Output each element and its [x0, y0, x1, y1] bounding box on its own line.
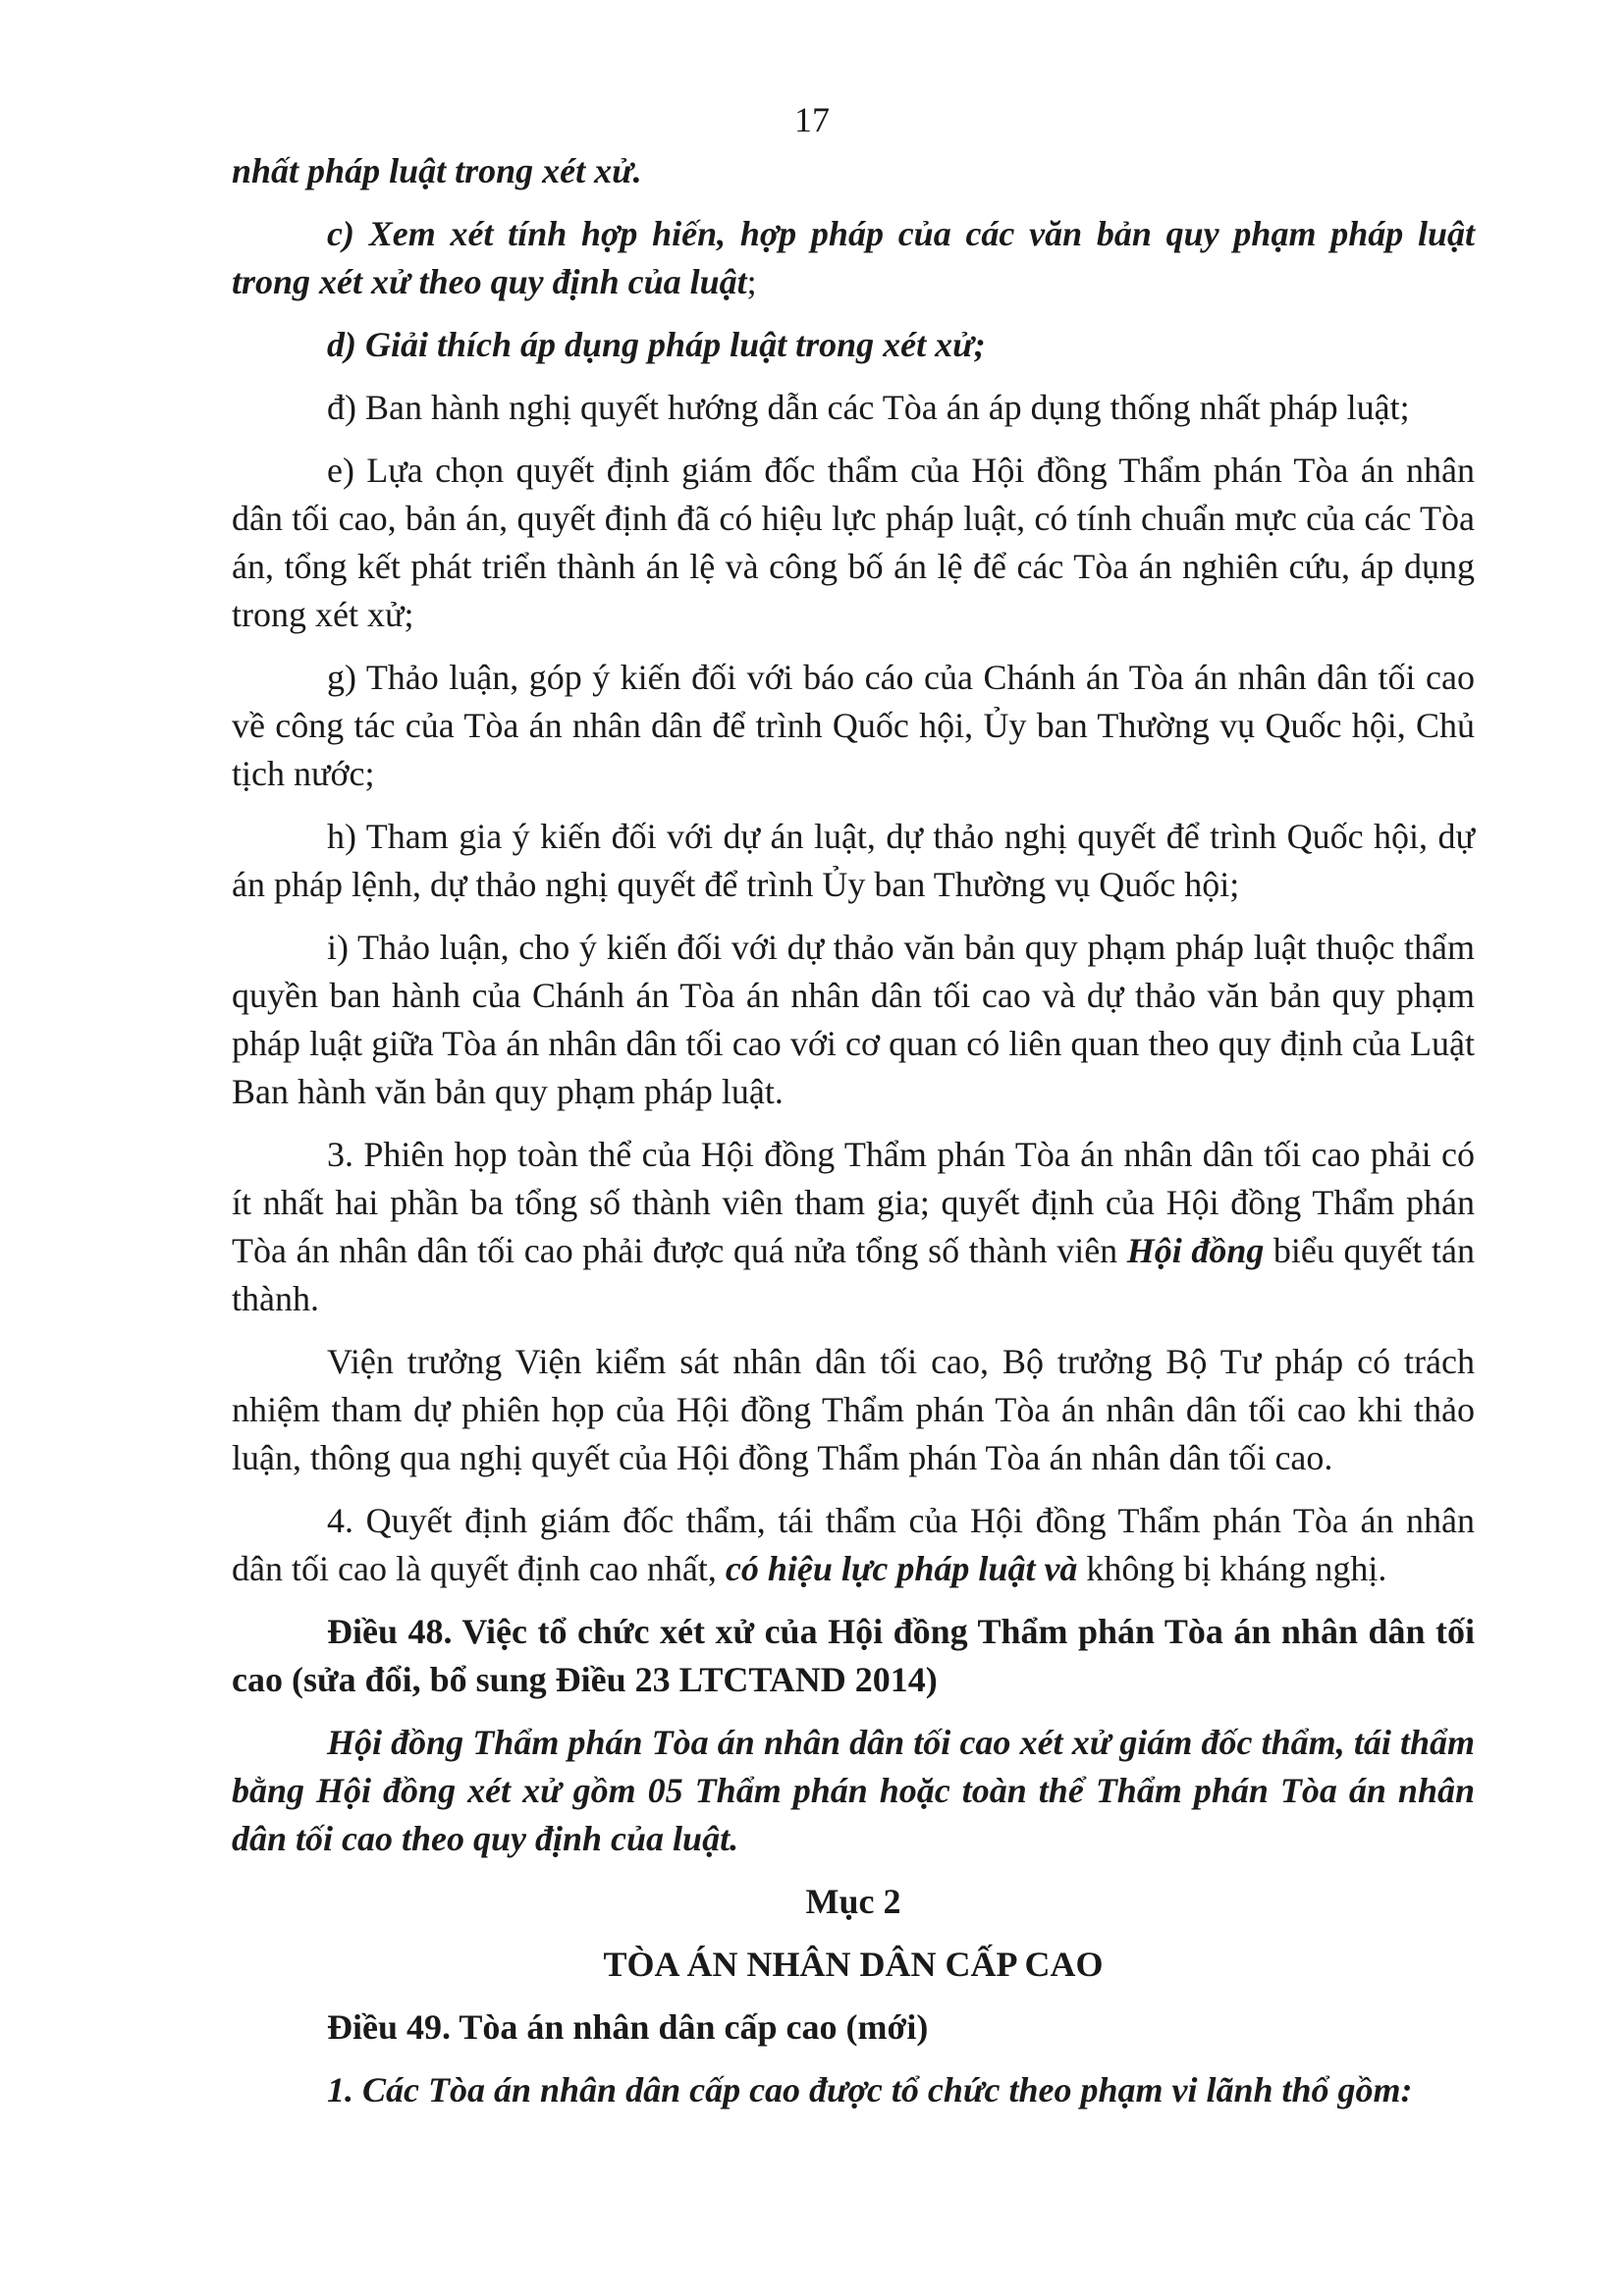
text-segment: đ) Ban hành nghị quyết hướng dẫn các Tòa án áp dụng thống nhất pháp luật; — [327, 388, 1410, 427]
article-48-body — [232, 1719, 1475, 1863]
document-body — [232, 147, 1475, 2129]
text-segment: d) Giải thích áp dụng pháp luật trong xét xử; — [327, 325, 986, 364]
text-segment: 1. Các Tòa án nhân dân cấp cao được tổ chức theo phạm vi lãnh thổ gồm: — [327, 2070, 1413, 2109]
paragraph-item-g — [232, 654, 1475, 798]
text-segment: không bị kháng nghị. — [1077, 1549, 1387, 1588]
article-49-heading — [232, 2003, 1475, 2052]
section-title — [232, 1941, 1475, 1989]
paragraph-clause-3-continued — [232, 1338, 1475, 1482]
text-segment: Điều 48. Việc tổ chức xét xử của Hội đồng Thẩm phán Tòa án nhân dân tối cao (sửa đổi, bổ sung Điều 23 LTCTAND 2014) — [232, 1612, 1475, 1699]
section-number — [232, 1878, 1475, 1926]
text-segment: i) Thảo luận, cho ý kiến đối với dự thảo văn bản quy phạm pháp luật thuộc thẩm quyền ban hành của Chánh án Tòa án nhân dân tối cao và dự thảo văn bản quy phạm pháp luật giữa Tòa án nhân dân tối cao với cơ quan có liên quan theo quy định của Luật Ban hành văn bản quy phạm pháp luật. — [232, 928, 1475, 1111]
article-48-heading — [232, 1608, 1475, 1704]
paragraph-continuation — [232, 147, 1475, 195]
paragraph-item-c — [232, 210, 1475, 306]
article-49-clause-1 — [232, 2066, 1475, 2114]
text-segment: c) Xem xét tính hợp hiến, hợp pháp của các văn bản quy phạm pháp luật trong xét xử theo quy định của luật — [232, 214, 1475, 301]
paragraph-item-i — [232, 924, 1475, 1116]
page-number: 17 — [794, 100, 830, 139]
text-segment: Hội đồng Thẩm phán Tòa án nhân dân tối cao xét xử giám đốc thẩm, tái thẩm bằng Hội đồng xét xử gồm 05 Thẩm phán hoặc toàn thể Thẩm phán Tòa án nhân dân tối cao theo quy định của luật. — [232, 1723, 1475, 1858]
text-segment: TÒA ÁN NHÂN DÂN CẤP CAO — [603, 1945, 1104, 1984]
text-segment: 4. Quyết định giám đốc thẩm, tái thẩm của Hội đồng Thẩm phán Tòa án nhân dân tối cao là quyết định cao nhất, — [232, 1501, 1475, 1588]
paragraph-item-h — [232, 813, 1475, 909]
text-segment: h) Tham gia ý kiến đối với dự án luật, dự thảo nghị quyết để trình Quốc hội, dự án pháp lệnh, dự thảo nghị quyết để trình Ủy ban Thường vụ Quốc hội; — [232, 817, 1475, 904]
text-segment: Hội đồng — [1126, 1231, 1265, 1270]
text-segment: 3. Phiên họp toàn thể của Hội đồng Thẩm phán Tòa án nhân dân tối cao phải có ít nhất hai phần ba tổng số thành viên tham gia; quyết định của Hội đồng Thẩm phán Tòa án nhân dân tối cao phải được quá nửa tổng số thành viên — [232, 1135, 1475, 1270]
paragraph-item-d — [232, 321, 1475, 369]
text-segment: Mục 2 — [805, 1882, 901, 1921]
paragraph-item-e — [232, 447, 1475, 639]
text-segment: e) Lựa chọn quyết định giám đốc thẩm của Hội đồng Thẩm phán Tòa án nhân dân tối cao, bản án, quyết định đã có hiệu lực pháp luật, có tính chuẩn mực của các Tòa án, tổng kết phát triển thành án lệ và công bố án lệ để các Tòa án nghiên cứu, áp dụng trong xét xử; — [232, 451, 1475, 634]
paragraph-clause-4 — [232, 1497, 1475, 1593]
text-segment: nhất pháp luật trong xét xử. — [232, 151, 642, 190]
text-segment: có hiệu lực pháp luật và — [725, 1549, 1078, 1588]
paragraph-clause-3 — [232, 1131, 1475, 1323]
text-segment: biểu quyết tán thành. — [232, 1231, 1475, 1318]
text-segment: Điều 49. Tòa án nhân dân cấp cao (mới) — [327, 2007, 929, 2047]
text-segment: g) Thảo luận, góp ý kiến đối với báo cáo của Chánh án Tòa án nhân dân tối cao về công tác của Tòa án nhân dân để trình Quốc hội, Ủy ban Thường vụ Quốc hội, Chủ tịch nước; — [232, 658, 1475, 793]
paragraph-item-dd — [232, 384, 1475, 432]
text-segment: Viện trưởng Viện kiểm sát nhân dân tối cao, Bộ trưởng Bộ Tư pháp có trách nhiệm tham dự phiên họp của Hội đồng Thẩm phán Tòa án nhân dân tối cao khi thảo luận, thông qua nghị quyết của Hội đồng Thẩm phán Tòa án nhân dân tối cao. — [232, 1342, 1475, 1477]
text-segment: ; — [746, 262, 757, 301]
